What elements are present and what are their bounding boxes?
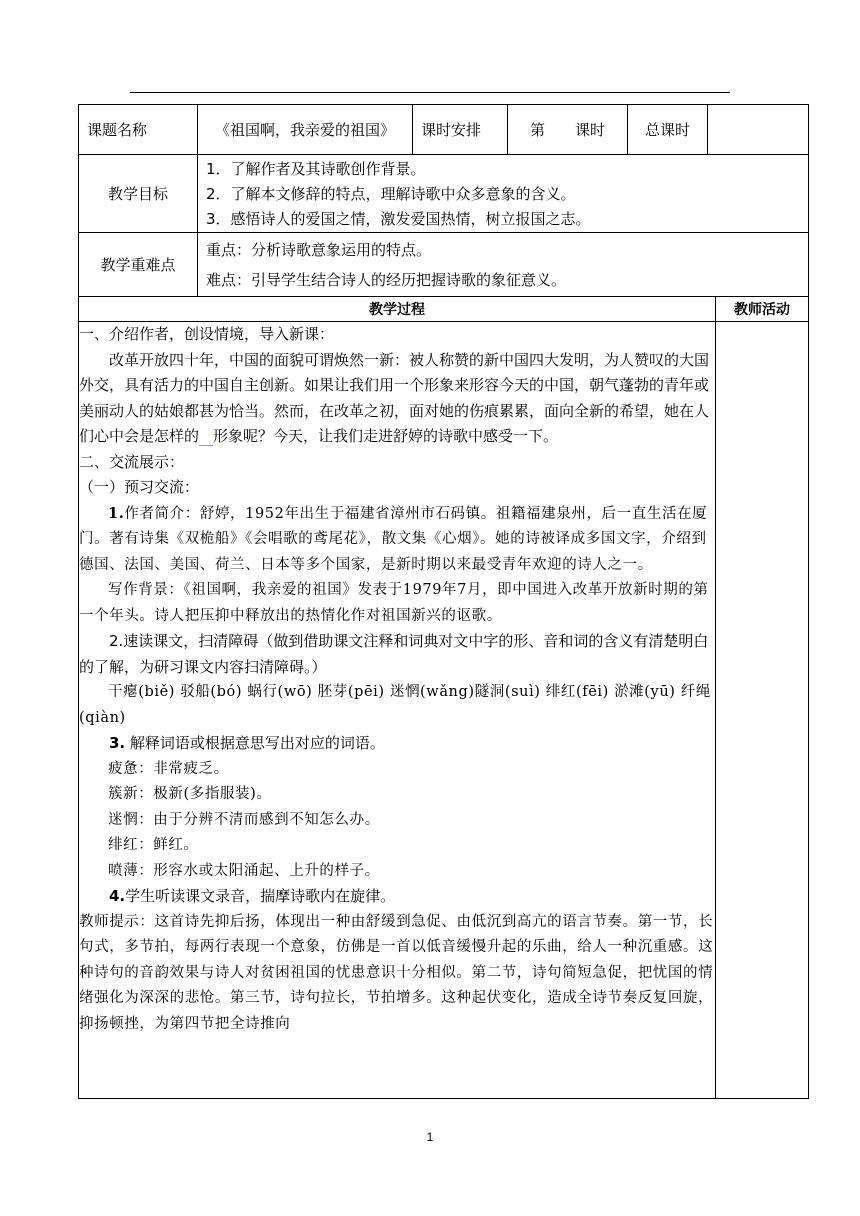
blank-underline [199, 427, 213, 446]
vocab-item: 疲惫：非常疲乏。 [108, 760, 229, 777]
key-point: 重点：分析诗歌意象运用的特点。 [206, 240, 432, 259]
lesson-plan-header [78, 104, 808, 297]
goals-label: 教学目标 [79, 155, 198, 233]
page-number: 1 [426, 1130, 434, 1144]
section-heading: 一、介绍作者，创设情境，导入新课： [79, 325, 335, 343]
keypoints-list [198, 233, 809, 297]
difficult-point: 难点：引导学生结合诗人的经历把握诗歌的象征意义。 [206, 270, 567, 289]
goal-item: 2．了解本文修辞的特点，理解诗歌中众多意象的含义。 [206, 184, 576, 203]
pinyin-list: 干瘪(biě) 驳船(bó) 蜗行(wō) 胚芽(pēi) 迷惘(wǎng)隧洞(suì) 绯红(fēi) 淤滩(yū) 纤绳(qiàn) [79, 684, 711, 726]
writing-background: 写作背景：《祖国啊，我亲爱的祖国》发表于1979年7月，即中国进入改革开放新时期的第一个年头。诗人把压抑中释放出的热情化作对祖国新兴的讴歌。 [79, 582, 709, 624]
teacher-activity-header: 教师活动 [716, 297, 809, 322]
vocab-task: 3. 解释词语或根据意思写出对应的词语。 [109, 734, 385, 752]
total-label: 总课时 [628, 105, 708, 155]
subsection-heading: （一）预习交流： [79, 478, 200, 496]
lesson-number: 第 课时 [508, 105, 628, 155]
section-heading: 二、交流展示： [79, 452, 185, 471]
teacher-tip: 教师提示：这首诗先抑后扬，体现出一种由舒缓到急促、由低沉到高亢的语言节奏。第一节，长句式，多节拍，每两行表现一个意象，仿佛是一首以低音缓慢升起的乐曲，给人一种沉重感。这种诗句的音韵效果与诗人对贫困祖国的忧患意识十分相似。第二节，诗句简短急促，把忧国的情绪强化为深深的悲怆。第三节，诗句拉长，节拍增多。这种起伏变化，造成全诗节奏反复回旋，抑扬顿挫，为第四节把全诗推向 [79, 913, 714, 1032]
goals-list [198, 155, 809, 233]
intro-paragraph: 改革开放四十年，中国的面貌可谓焕然一新：被人称赞的新中国四大发明，为人赞叹的大国外交，具有活力的中国自主创新。如果让我们用一个形象来形容今天的中国，朝气蓬勃的青年或美丽动人的姑娘都甚为恰当。然而，在改革之初，面对她的伤痕累累，面向全新的希望，她在人们心中会是怎样的 形象呢？今天，让我们走进舒婷的诗歌中感受一下。 [79, 350, 710, 445]
goal-item: 3．感悟诗人的爱国之情，激发爱国热情，树立报国之志。 [206, 209, 591, 228]
process-body [79, 322, 716, 1099]
vocab-item: 绯红：鲜红。 [108, 837, 199, 853]
listening-task: 4.学生听读课文录音，揣摩诗歌内在旋律。 [109, 887, 396, 905]
total-value [708, 105, 809, 155]
teaching-process [78, 296, 808, 1099]
vocab-item: 迷惘：由于分辨不清而感到不知怎么办。 [108, 811, 380, 828]
header-rule [130, 92, 730, 93]
goal-item: 1．了解作者及其诗歌创作背景。 [206, 159, 426, 178]
speed-reading: 2.速读课文，扫清障碍（做到借助课文注释和词典对文中字的形、音和词的含义有清楚明白的了解，为研习课文内容扫清障碍。） [79, 632, 709, 676]
keypoints-label: 教学重难点 [79, 233, 198, 297]
process-title: 教学过程 [79, 297, 716, 322]
vocab-item: 簇新：极新(多指服装)。 [108, 786, 272, 802]
author-intro: 1.作者简介：舒婷，1952年出生于福建省漳州市石码镇。祖籍福建泉州，后一直生活在厦门。著有诗集《双桅船》《会唱歌的鸢尾花》，散文集《心烟》。她的诗被译成多国文字，介绍到德国、法国、美国、荷兰、日本等多个国家，是新时期以来最受青年欢迎的诗人之一。 [79, 504, 708, 573]
topic-label: 课题名称 [79, 105, 198, 155]
teacher-activity-column [716, 322, 809, 1099]
vocab-item: 喷薄：形容水或太阳涌起、上升的样子。 [108, 862, 380, 879]
topic-value: 《祖国啊，我亲爱的祖国》 [198, 105, 413, 155]
schedule-label: 课时安排 [413, 105, 508, 155]
